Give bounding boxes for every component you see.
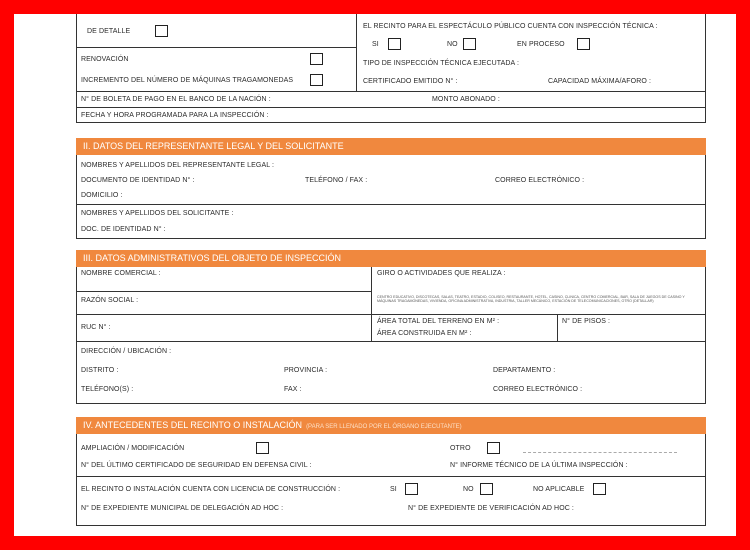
- no-aplicable-checkbox[interactable]: [593, 483, 606, 495]
- incremento-label: INCREMENTO DEL NÚMERO DE MÁQUINAS TRAGAMONEDAS: [81, 77, 294, 84]
- inspeccion-no-checkbox[interactable]: [463, 38, 476, 50]
- form-page: [14, 14, 736, 536]
- licencia-no-label: NO: [463, 486, 474, 493]
- renovacion-label: RENOVACIÓN: [81, 56, 129, 63]
- ampliacion-label: AMPLIACIÓN / MODIFICACIÓN: [81, 445, 185, 452]
- provincia-label: PROVINCIA :: [284, 367, 328, 374]
- section-subtitle: (PARA SER LLENADO POR EL ÓRGANO EJECUTANTE): [306, 424, 462, 430]
- giro-detalle-text: CENTRO EDUCATIVO, DISCOTECAS, SALAS, TEATRO, ESTADIO, COLISEO, RESTAURANTE, HOTEL, CASINO, CLINICA, CENTRO COMERCIAL, BAR, SALA DE JUEGOS DE CASINO Y MÁQUINAS TRAGAMONEDAS, VIVIENDA, OFICINA ADMINISTRATIVA, INDUSTRIA, TALLER MECÁNICO, ESTACIÓN DE TELECOMUNICACIONES, OTRO (DETALLAR): [377, 295, 685, 304]
- ultimo-certificado-label: N° DEL ÚLTIMO CERTIFICADO DE SEGURIDAD EN DEFENSA CIVIL :: [81, 462, 312, 469]
- divider: [557, 314, 558, 341]
- de-detalle-label: DE DETALLE: [87, 28, 131, 35]
- direccion-label: DIRECCIÓN / UBICACIÓN :: [81, 348, 172, 355]
- domicilio-label: DOMICILIO :: [81, 192, 123, 199]
- exp-verificacion-label: N° DE EXPEDIENTE DE VERIFICACIÓN AD HOC :: [408, 505, 574, 512]
- si-label: SI: [372, 41, 379, 48]
- no-label: NO: [447, 41, 458, 48]
- licencia-no-checkbox[interactable]: [480, 483, 493, 495]
- licencia-si-checkbox[interactable]: [405, 483, 418, 495]
- incremento-checkbox[interactable]: [310, 74, 323, 86]
- border: [76, 267, 77, 404]
- divider: [76, 47, 356, 48]
- fecha-label: FECHA Y HORA PROGRAMADA PARA LA INSPECCIÓN :: [81, 112, 269, 119]
- telefonos-label: TELÉFONO(S) :: [81, 386, 134, 393]
- en-proceso-label: EN PROCESO: [517, 41, 565, 48]
- informe-label: N° INFORME TÉCNICO DE LA ÚLTIMA INSPECCIÓN :: [450, 462, 628, 469]
- boleta-label: N° DE BOLETA DE PAGO EN EL BANCO DE LA NACIÓN :: [81, 96, 271, 103]
- monto-label: MONTO ABONADO :: [432, 96, 500, 103]
- fax-label: FAX :: [284, 386, 302, 393]
- capacidad-label: CAPACIDAD MÁXIMA/AFORO :: [548, 78, 652, 85]
- divider: [76, 122, 706, 123]
- divider: [76, 525, 706, 526]
- documento-label: DOCUMENTO DE IDENTIDAD N° :: [81, 177, 195, 184]
- ruc-label: RUC N° :: [81, 324, 111, 331]
- border: [76, 434, 77, 526]
- correo-label: CORREO ELECTRÓNICO :: [495, 177, 585, 184]
- no-aplicable-label: NO APLICABLE: [533, 486, 585, 493]
- certificado-label: CERTIFICADO EMITIDO N° :: [363, 78, 458, 85]
- otro-checkbox[interactable]: [487, 442, 500, 454]
- tipo-inspeccion-label: TIPO DE INSPECCIÓN TÉCNICA EJECUTADA :: [363, 60, 520, 67]
- departamento-label: DEPARTAMENTO :: [493, 367, 556, 374]
- nombres-solicitante-label: NOMBRES Y APELLIDOS DEL SOLICITANTE :: [81, 210, 234, 217]
- razon-social-label: RAZÓN SOCIAL :: [81, 297, 139, 304]
- divider: [76, 341, 706, 342]
- recinto-inspeccion-label: EL RECINTO PARA EL ESPECTÁCULO PÚBLICO CUENTA CON INSPECCIÓN TÉCNICA :: [363, 23, 658, 30]
- licencia-si-label: SI: [390, 486, 397, 493]
- pisos-label: N° DE PISOS :: [562, 318, 611, 325]
- otro-label: OTRO: [450, 445, 471, 452]
- giro-label: GIRO O ACTIVIDADES QUE REALIZA :: [377, 270, 506, 277]
- border: [705, 155, 706, 239]
- divider: [76, 238, 706, 239]
- section-title: II. DATOS DEL REPRESENTANTE LEGAL Y DEL SOLICITANTE: [83, 141, 344, 151]
- area-construida-label: ÁREA CONSTRUIDA EN M² :: [377, 330, 472, 337]
- renovacion-checkbox[interactable]: [310, 53, 323, 65]
- section-title-text: IV. ANTECEDENTES DEL RECINTO O INSTALACIÓN: [83, 420, 303, 430]
- divider: [76, 204, 706, 205]
- correo-label: CORREO ELECTRÓNICO :: [493, 386, 583, 393]
- divider: [371, 267, 372, 341]
- inspeccion-si-checkbox[interactable]: [388, 38, 401, 50]
- otro-specify-line[interactable]: [523, 452, 677, 453]
- border: [76, 155, 77, 239]
- border: [76, 14, 77, 122]
- divider: [76, 91, 706, 92]
- border: [705, 14, 706, 122]
- divider: [76, 476, 706, 477]
- inspeccion-en-proceso-checkbox[interactable]: [577, 38, 590, 50]
- distrito-label: DISTRITO :: [81, 367, 119, 374]
- section-title: [83, 420, 462, 430]
- divider: [356, 14, 357, 92]
- divider: [76, 403, 706, 404]
- border: [705, 434, 706, 526]
- divider: [76, 291, 371, 292]
- section-header: [76, 138, 706, 155]
- nombres-representante-label: NOMBRES Y APELLIDOS DEL REPRESENTANTE LEGAL :: [81, 162, 275, 169]
- section-title: III. DATOS ADMINISTRATIVOS DEL OBJETO DE INSPECCIÓN: [83, 253, 342, 263]
- de-detalle-checkbox[interactable]: [155, 25, 168, 37]
- nombre-comercial-label: NOMBRE COMERCIAL :: [81, 270, 161, 277]
- area-total-label: ÁREA TOTAL DEL TERRENO EN M² :: [377, 318, 500, 325]
- divider: [76, 314, 706, 315]
- exp-municipal-label: N° DE EXPEDIENTE MUNICIPAL DE DELEGACIÓN AD HOC :: [81, 505, 284, 512]
- doc-identidad-label: DOC. DE IDENTIDAD N° :: [81, 226, 166, 233]
- section-header: [76, 417, 706, 434]
- border: [705, 267, 706, 404]
- licencia-label: EL RECINTO O INSTALACIÓN CUENTA CON LICENCIA DE CONSTRUCCIÓN :: [81, 486, 341, 493]
- ampliacion-checkbox[interactable]: [256, 442, 269, 454]
- divider: [76, 107, 706, 108]
- telefono-label: TELÉFONO / FAX :: [305, 177, 368, 184]
- section-header: [76, 250, 706, 267]
